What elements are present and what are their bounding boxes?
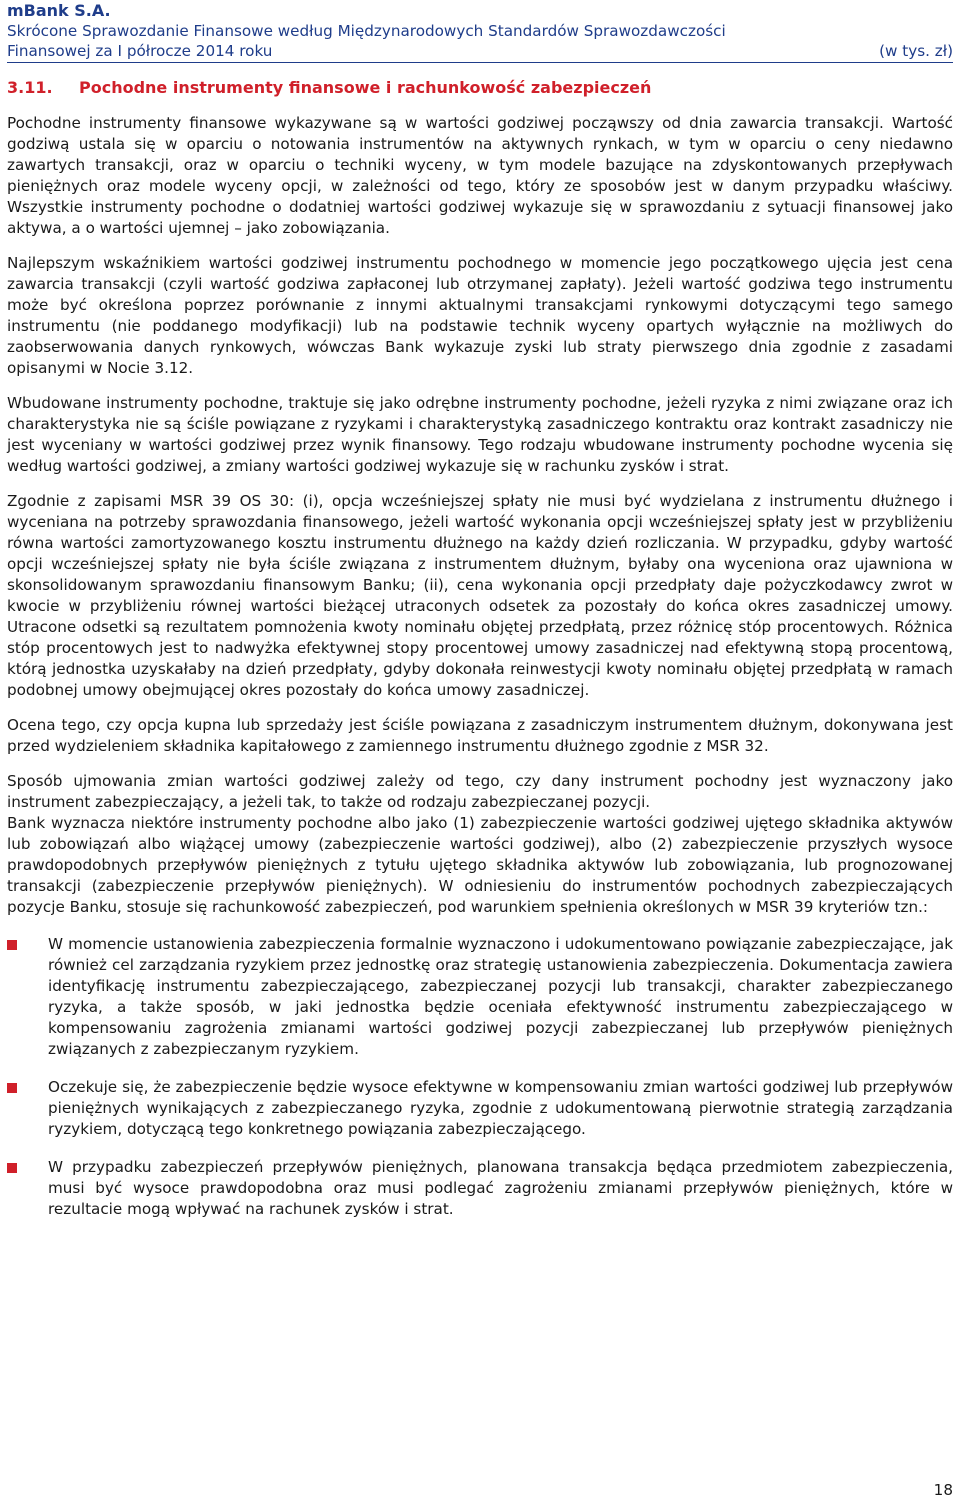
report-title-row xyxy=(7,41,953,61)
list-item xyxy=(7,1077,953,1140)
list-item-text: Oczekuje się, że zabezpieczenie będzie wysoce efektywne w kompensowaniu zmian wartości godziwej lub przepływów pieniężnych wynikających z zabezpieczanego ryzyka, zgodnie z udokumentowaną pierwotnie strategią zarządzania ryzykiem, dotyczącą tego konkretnego powiązania zabezpieczającego. xyxy=(48,1078,953,1138)
red-square-bullet-icon xyxy=(7,940,17,950)
list-item xyxy=(7,1157,953,1220)
paragraph: Bank wyznacza niektóre instrumenty pochodne albo jako (1) zabezpieczenie wartości godziwej ujętego składnika aktywów lub zobowiązań albo wiążącej umowy (zabezpieczenie wartości godziwej), albo (2) zabezpieczenie przyszłych wysoce prawdopodobnych przepływów pieniężnych z tytułu ujętego składnika aktywów lub zobowiązania, lub prognozowanej transakcji (zabezpieczenie przepływów pieniężnych). W odniesieniu do instrumentów pochodnych zabezpieczających pozycje Banku, stosuje się rachunkowość zabezpieczeń, pod warunkiem spełnienia określonych w MSR 39 kryteriów tzn.: xyxy=(7,814,953,916)
document-page xyxy=(7,0,953,1237)
red-square-bullet-icon xyxy=(7,1083,17,1093)
document-header xyxy=(7,1,953,61)
list-item xyxy=(7,934,953,1060)
page-number: 18 xyxy=(933,1481,953,1499)
paragraph: Wbudowane instrumenty pochodne, traktuje się jako odrębne instrumenty pochodne, jeżeli ryzyka z nimi związane oraz ich charakterystyka nie są ściśle powiązane z ryzykami i charakterystyką zasadniczego kontraktu oraz kontrakt zasadniczy nie jest wyceniany w wartości godziwej przez wynik finansowy. Tego rodzaju wbudowane instrumenty pochodne wycenia się według wartości godziwej, a zmiany wartości godziwej wykazuje się w rachunku zysków i strat. xyxy=(7,394,953,475)
red-square-bullet-icon xyxy=(7,1163,17,1173)
list-item-text: W momencie ustanowienia zabezpieczenia formalnie wyznaczono i udokumentowano powiązanie zabezpieczające, jak również cel zarządzania ryzykiem przez jednostkę oraz strategię ustanowienia zabezpieczenia. Dokumentacja zawiera identyfikację instrumentu zabezpieczającego, zabezpieczanej pozycji lub transakcji, charakter zabezpieczanego ryzyka, a także sposób, w jaki jednostka będzie oceniała efektywność instrumentu zabezpieczającego w kompensowaniu zagrożenia zmianami wartości godziwej pozycji zabezpieczanej lub przepływów pieniężnych związanych z zabezpieczanym ryzykiem. xyxy=(48,935,953,1058)
criteria-list xyxy=(7,934,953,1220)
section-title: Pochodne instrumenty finansowe i rachunkowość zabezpieczeń xyxy=(79,78,652,97)
paragraph: Ocena tego, czy opcja kupna lub sprzedaży jest ściśle powiązana z zasadniczym instrumentem dłużnym, dokonywana jest przed wydzieleniem składnika kapitałowego z zamiennego instrumentu dłużnego zgodnie z MSR 32. xyxy=(7,716,953,755)
header-divider xyxy=(7,62,953,63)
paragraph: Sposób ujmowania zmian wartości godziwej zależy od tego, czy dany instrument pochodny jest wyznaczony jako instrument zabezpieczający, a jeżeli tak, to także od rodzaju zabezpieczanej pozycji. xyxy=(7,772,953,811)
section-heading xyxy=(7,77,953,99)
currency-unit: (w tys. zł) xyxy=(879,42,953,60)
list-item-text: W przypadku zabezpieczeń przepływów pieniężnych, planowana transakcja będąca przedmiotem zabezpieczenia, musi być wysoce prawdopodobna oraz musi podlegać zagrożeniu zmianami przepływów pieniężnych, które w rezultacie mogą wpływać na rachunek zysków i strat. xyxy=(48,1158,953,1218)
company-name: mBank S.A. xyxy=(7,1,111,20)
paragraph: Zgodnie z zapisami MSR 39 OS 30: (i), opcja wcześniejszej spłaty nie musi być wydzielana z instrumentu dłużnego i wyceniana na potrzeby sprawozdania finansowego, jeżeli wartość wykonania opcji wcześniejszej spłaty jest w przybliżeniu równa wartości zamortyzowanego kosztu instrumentu dłużnego na każdy dzień rozliczania. W przypadku, gdyby wartość opcji wcześniejszej spłaty nie była ściśle związana z instrumentem dłużnym, byłaby ona wyceniona oraz ujawniona w skonsolidowanym sprawozdaniu finansowym Banku; (ii), cena wykonania opcji przedpłaty daje pożyczkodawcy zwrot w kwocie w przybliżeniu równej wartości bieżącej utraconych odsetek za pozostały do końca okres zasadniczej umowy. Utracone odsetki są rezultatem pomnożenia kwoty nominału objętej przedpłatą, przez różnicę stóp procentowych. Różnica stóp procentowych jest to nadwyżka efektywnej stopy procentowej umowy zasadniczej nad efektywną stopą procentową, którą jednostka uzyskałaby na dzień przedpłaty, gdyby dokonała reinwestycji kwoty nominału objętej przedpłatą w ramach podobnej umowy obejmującej okres pozostały do końca umowy zasadniczej. xyxy=(7,492,953,699)
report-title-line-1: Skrócone Sprawozdanie Finansowe według Międzynarodowych Standardów Sprawozdawczości xyxy=(7,22,726,40)
paragraph: Pochodne instrumenty finansowe wykazywane są w wartości godziwej począwszy od dnia zawarcia transakcji. Wartość godziwą ustala się w oparciu o notowania instrumentów na aktywnych rynkach, w tym w oparciu o ceny niedawno zawartych transakcji, oraz w oparciu o techniki wyceny, w tym modele bazujące na zdyskontowanych przepływach pieniężnych oraz modele wyceny opcji, w zależności od tego, który ze sposobów jest w danym przypadku właściwy. Wszystkie instrumenty pochodne o dodatniej wartości godziwej wykazuje się w sprawozdaniu z sytuacji finansowej jako aktywa, a o wartości ujemnej – jako zobowiązania. xyxy=(7,114,953,237)
report-title-line-2: Finansowej za I półrocze 2014 roku xyxy=(7,42,273,60)
section-number: 3.11. xyxy=(7,78,53,97)
paragraph: Najlepszym wskaźnikiem wartości godziwej instrumentu pochodnego w momencie jego początkowego ujęcia jest cena zawarcia transakcji (czyli wartość godziwa zapłaconej lub otrzymanej zapłaty). Jeżeli wartość godziwa tego instrumentu może być określona poprzez porównanie z innymi aktualnymi transakcjami rynkowymi dotyczącymi tego samego instrumentu (nie poddanego modyfikacji) lub na podstawie technik wyceny opartych wyłącznie na możliwych do zaobserwowania danych rynkowych, wówczas Bank wykazuje zyski lub straty pierwszego dnia zgodnie z zasadami opisanymi w Nocie 3.12. xyxy=(7,254,953,377)
